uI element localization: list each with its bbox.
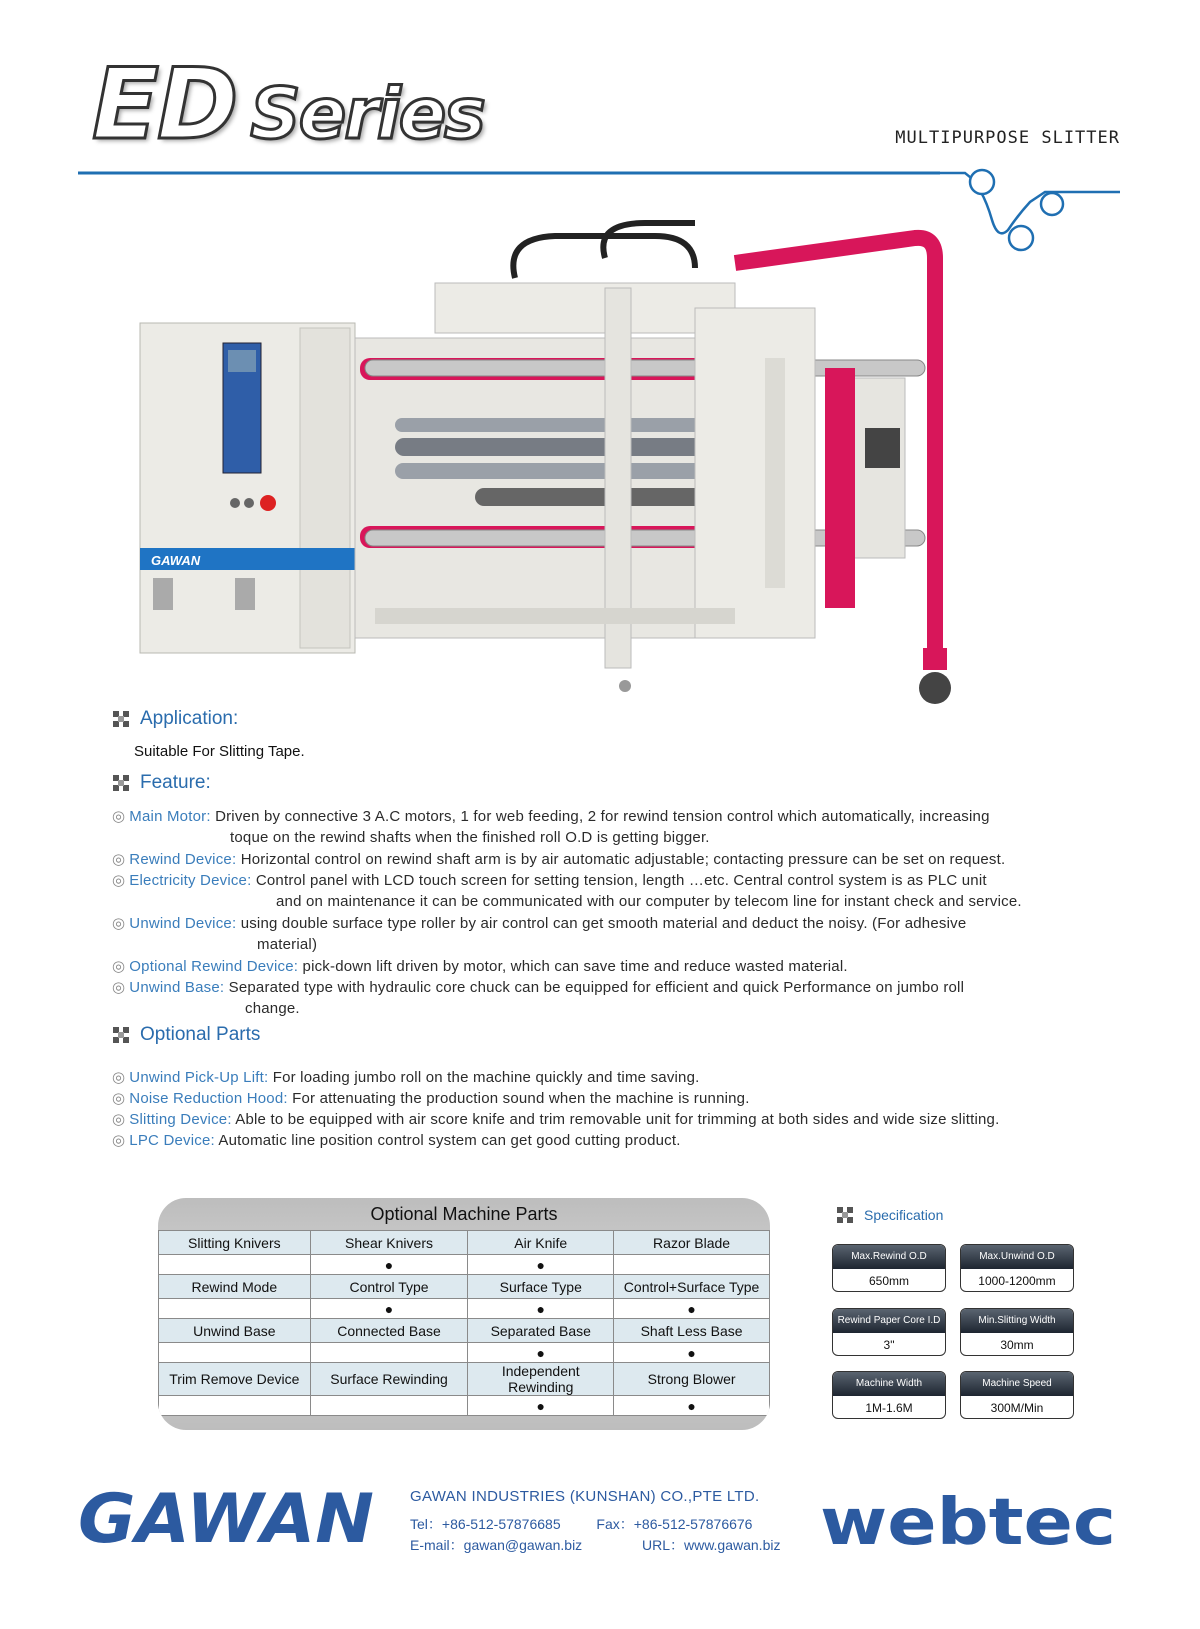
circle-bullet-icon: ◎ (112, 872, 126, 889)
table-mark: ● (468, 1255, 614, 1275)
feature-text: Horizontal control on rewind shaft arm is by air automatic adjustable; contacting pressure can be set on request. (240, 851, 1006, 868)
feature-text: pick-down lift driven by motor, which can save time and reduce wasted material. (302, 958, 848, 975)
table-mark (310, 1396, 468, 1416)
company-name: GAWAN INDUSTRIES (KUNSHAN) CO.,PTE LTD. (410, 1488, 760, 1505)
feature-heading (112, 772, 211, 794)
product-subtitle: MULTIPURPOSE SLITTER (895, 128, 1120, 148)
application-text: Suitable For Slitting Tape. (134, 743, 305, 760)
circle-bullet-icon: ◎ (112, 1069, 126, 1086)
feature-text: using double surface type roller by air control can get smooth material and deduct the noisy. (For adhesive (240, 915, 967, 932)
spec-item (832, 1244, 946, 1292)
optional-part-label: Noise Reduction Hood: (129, 1090, 288, 1107)
spec-value: 300M/Min (990, 1401, 1044, 1415)
contact-line-1 (410, 1514, 752, 1534)
feature-label: Electricity Device: (129, 872, 252, 889)
section-bullet-icon (112, 710, 130, 728)
spec-name: Max.Rewind O.D (833, 1245, 945, 1269)
feature-item (112, 913, 1112, 955)
table-mark (159, 1396, 311, 1416)
spec-value: 30mm (1000, 1338, 1034, 1352)
optional-machine-parts-table (158, 1230, 770, 1416)
optional-part-label: LPC Device: (129, 1132, 215, 1149)
section-bullet-icon (112, 774, 130, 792)
specification-heading-text: Specification (864, 1207, 944, 1223)
table-mark (310, 1343, 468, 1363)
webtec-logo (820, 1488, 1120, 1558)
contact-line-2 (410, 1535, 780, 1555)
table-mark: ● (310, 1299, 468, 1319)
table-mark (159, 1299, 311, 1319)
table-mark: ● (468, 1299, 614, 1319)
table-cell: Slitting Knivers (159, 1231, 311, 1255)
url-link[interactable]: URL：www.gawan.biz (641, 1537, 781, 1553)
circle-bullet-icon: ◎ (112, 808, 126, 825)
circle-bullet-icon: ◎ (112, 1111, 126, 1128)
table-mark: ● (468, 1343, 614, 1363)
spec-name: Machine Speed (961, 1372, 1073, 1396)
machine-brand-label: GAWAN (151, 553, 201, 568)
optional-part-text: Able to be equipped with air score knife and trim removable unit for trimming at both sides and wide size slitting. (235, 1111, 1000, 1128)
optional-part-label: Slitting Device: (129, 1111, 232, 1128)
optional-machine-parts-panel (158, 1198, 770, 1430)
optional-parts-heading-text: Optional Parts (140, 1024, 261, 1045)
circle-bullet-icon: ◎ (112, 979, 126, 996)
fax-text: Fax：+86-512-57876676 (596, 1516, 753, 1532)
circle-bullet-icon: ◎ (112, 1090, 126, 1107)
feature-label: Optional Rewind Device: (129, 958, 299, 975)
table-mark (159, 1343, 311, 1363)
circle-bullet-icon: ◎ (112, 851, 126, 868)
table-mark: ● (310, 1255, 468, 1275)
optional-parts-heading (112, 1024, 260, 1046)
feature-text-cont: and on maintenance it can be communicated with our computer by telecom line for instant check and service. (276, 893, 1022, 910)
feature-item (112, 806, 1112, 848)
feature-text-cont: toque on the rewind shafts when the finished roll O.D is getting bigger. (230, 829, 710, 846)
section-bullet-icon (112, 1026, 130, 1044)
table-cell: Surface Rewinding (310, 1363, 468, 1396)
section-bullet-icon (836, 1206, 854, 1224)
spec-name: Machine Width (833, 1372, 945, 1396)
gawan-logo-text: GAWAN (78, 1480, 374, 1556)
feature-text-cont: change. (245, 1000, 300, 1017)
feature-label: Unwind Base: (129, 979, 225, 996)
optional-part-item (112, 1109, 1112, 1130)
feature-item (112, 849, 1112, 870)
table-mark: ● (614, 1299, 770, 1319)
feature-text: Separated type with hydraulic core chuck can be equipped for efficient and quick Performance on jumbo roll (228, 979, 965, 996)
optional-part-item (112, 1088, 1112, 1109)
table-cell: Control+Surface Type (614, 1275, 770, 1299)
table-row (159, 1255, 770, 1275)
spec-name: Max.Unwind O.D (961, 1245, 1073, 1269)
application-heading-text: Application: (140, 708, 239, 729)
table-cell: Shaft Less Base (614, 1319, 770, 1343)
gawan-logo (78, 1476, 378, 1556)
optional-part-text: Automatic line position control system can get good cutting product. (218, 1132, 681, 1149)
optional-machine-parts-title: Optional Machine Parts (370, 1204, 558, 1224)
table-cell: Air Knife (468, 1231, 614, 1255)
feature-item (112, 956, 1112, 977)
table-mark: ● (614, 1396, 770, 1416)
table-mark: ● (614, 1343, 770, 1363)
table-row (159, 1231, 770, 1255)
spec-name: Rewind Paper Core I.D (833, 1309, 945, 1333)
table-row (159, 1275, 770, 1299)
feature-heading-text: Feature: (140, 772, 211, 793)
specification-heading (836, 1206, 943, 1224)
table-cell: Unwind Base (159, 1319, 311, 1343)
table-row (159, 1363, 770, 1396)
optional-part-label: Unwind Pick-Up Lift: (129, 1069, 269, 1086)
webtec-logo-text: webtec (820, 1488, 1116, 1558)
table-cell: Connected Base (310, 1319, 468, 1343)
spec-value: 1000-1200mm (978, 1274, 1056, 1288)
table-row (159, 1343, 770, 1363)
spec-name: Min.Slitting Width (961, 1309, 1073, 1333)
optional-part-text: For attenuating the production sound when the machine is running. (292, 1090, 750, 1107)
table-mark (159, 1255, 311, 1275)
table-cell: Shear Knivers (310, 1231, 468, 1255)
optional-part-text: For loading jumbo roll on the machine quickly and time saving. (272, 1069, 700, 1086)
optional-part-item (112, 1067, 1112, 1088)
feature-text-cont: material) (257, 936, 318, 953)
series-title-sub: Series (250, 73, 484, 155)
spec-value: 1M-1.6M (865, 1401, 913, 1415)
table-mark: ● (468, 1396, 614, 1416)
spec-item (832, 1371, 946, 1419)
tel-text: Tel：+86-512-57876685 (410, 1516, 561, 1532)
table-row (159, 1299, 770, 1319)
spec-item (832, 1308, 946, 1356)
spec-item (960, 1308, 1074, 1356)
spec-item (960, 1244, 1074, 1292)
feature-text: Control panel with LCD touch screen for setting tension, length …etc. Central control system is as PLC unit (255, 872, 987, 889)
circle-bullet-icon: ◎ (112, 915, 126, 932)
feature-text: Driven by connective 3 A.C motors, 1 for web feeding, 2 for rewind tension control which automatically, increasing (215, 808, 990, 825)
table-cell: Independent Rewinding (468, 1363, 614, 1396)
table-cell: Separated Base (468, 1319, 614, 1343)
spec-value: 3" (883, 1338, 895, 1352)
slitter-machine-image (135, 218, 1035, 738)
feature-item (112, 977, 1112, 1019)
series-title-main: ED (92, 48, 237, 162)
circle-bullet-icon: ◎ (112, 958, 126, 975)
application-heading (112, 708, 238, 730)
table-cell: Control Type (310, 1275, 468, 1299)
table-cell: Rewind Mode (159, 1275, 311, 1299)
feature-label: Main Motor: (129, 808, 211, 825)
table-row (159, 1319, 770, 1343)
table-cell: Trim Remove Device (159, 1363, 311, 1396)
table-row (159, 1396, 770, 1416)
optional-part-item (112, 1130, 1112, 1151)
table-cell: Strong Blower (614, 1363, 770, 1396)
series-title (92, 48, 484, 162)
feature-label: Unwind Device: (129, 915, 237, 932)
table-cell: Surface Type (468, 1275, 614, 1299)
table-mark (614, 1255, 770, 1275)
table-cell: Razor Blade (614, 1231, 770, 1255)
spec-item (960, 1371, 1074, 1419)
circle-bullet-icon: ◎ (112, 1132, 126, 1149)
feature-label: Rewind Device: (129, 851, 237, 868)
email-link[interactable]: E-mail：gawan@gawan.biz (410, 1537, 583, 1553)
spec-value: 650mm (868, 1274, 909, 1288)
feature-item (112, 870, 1112, 912)
